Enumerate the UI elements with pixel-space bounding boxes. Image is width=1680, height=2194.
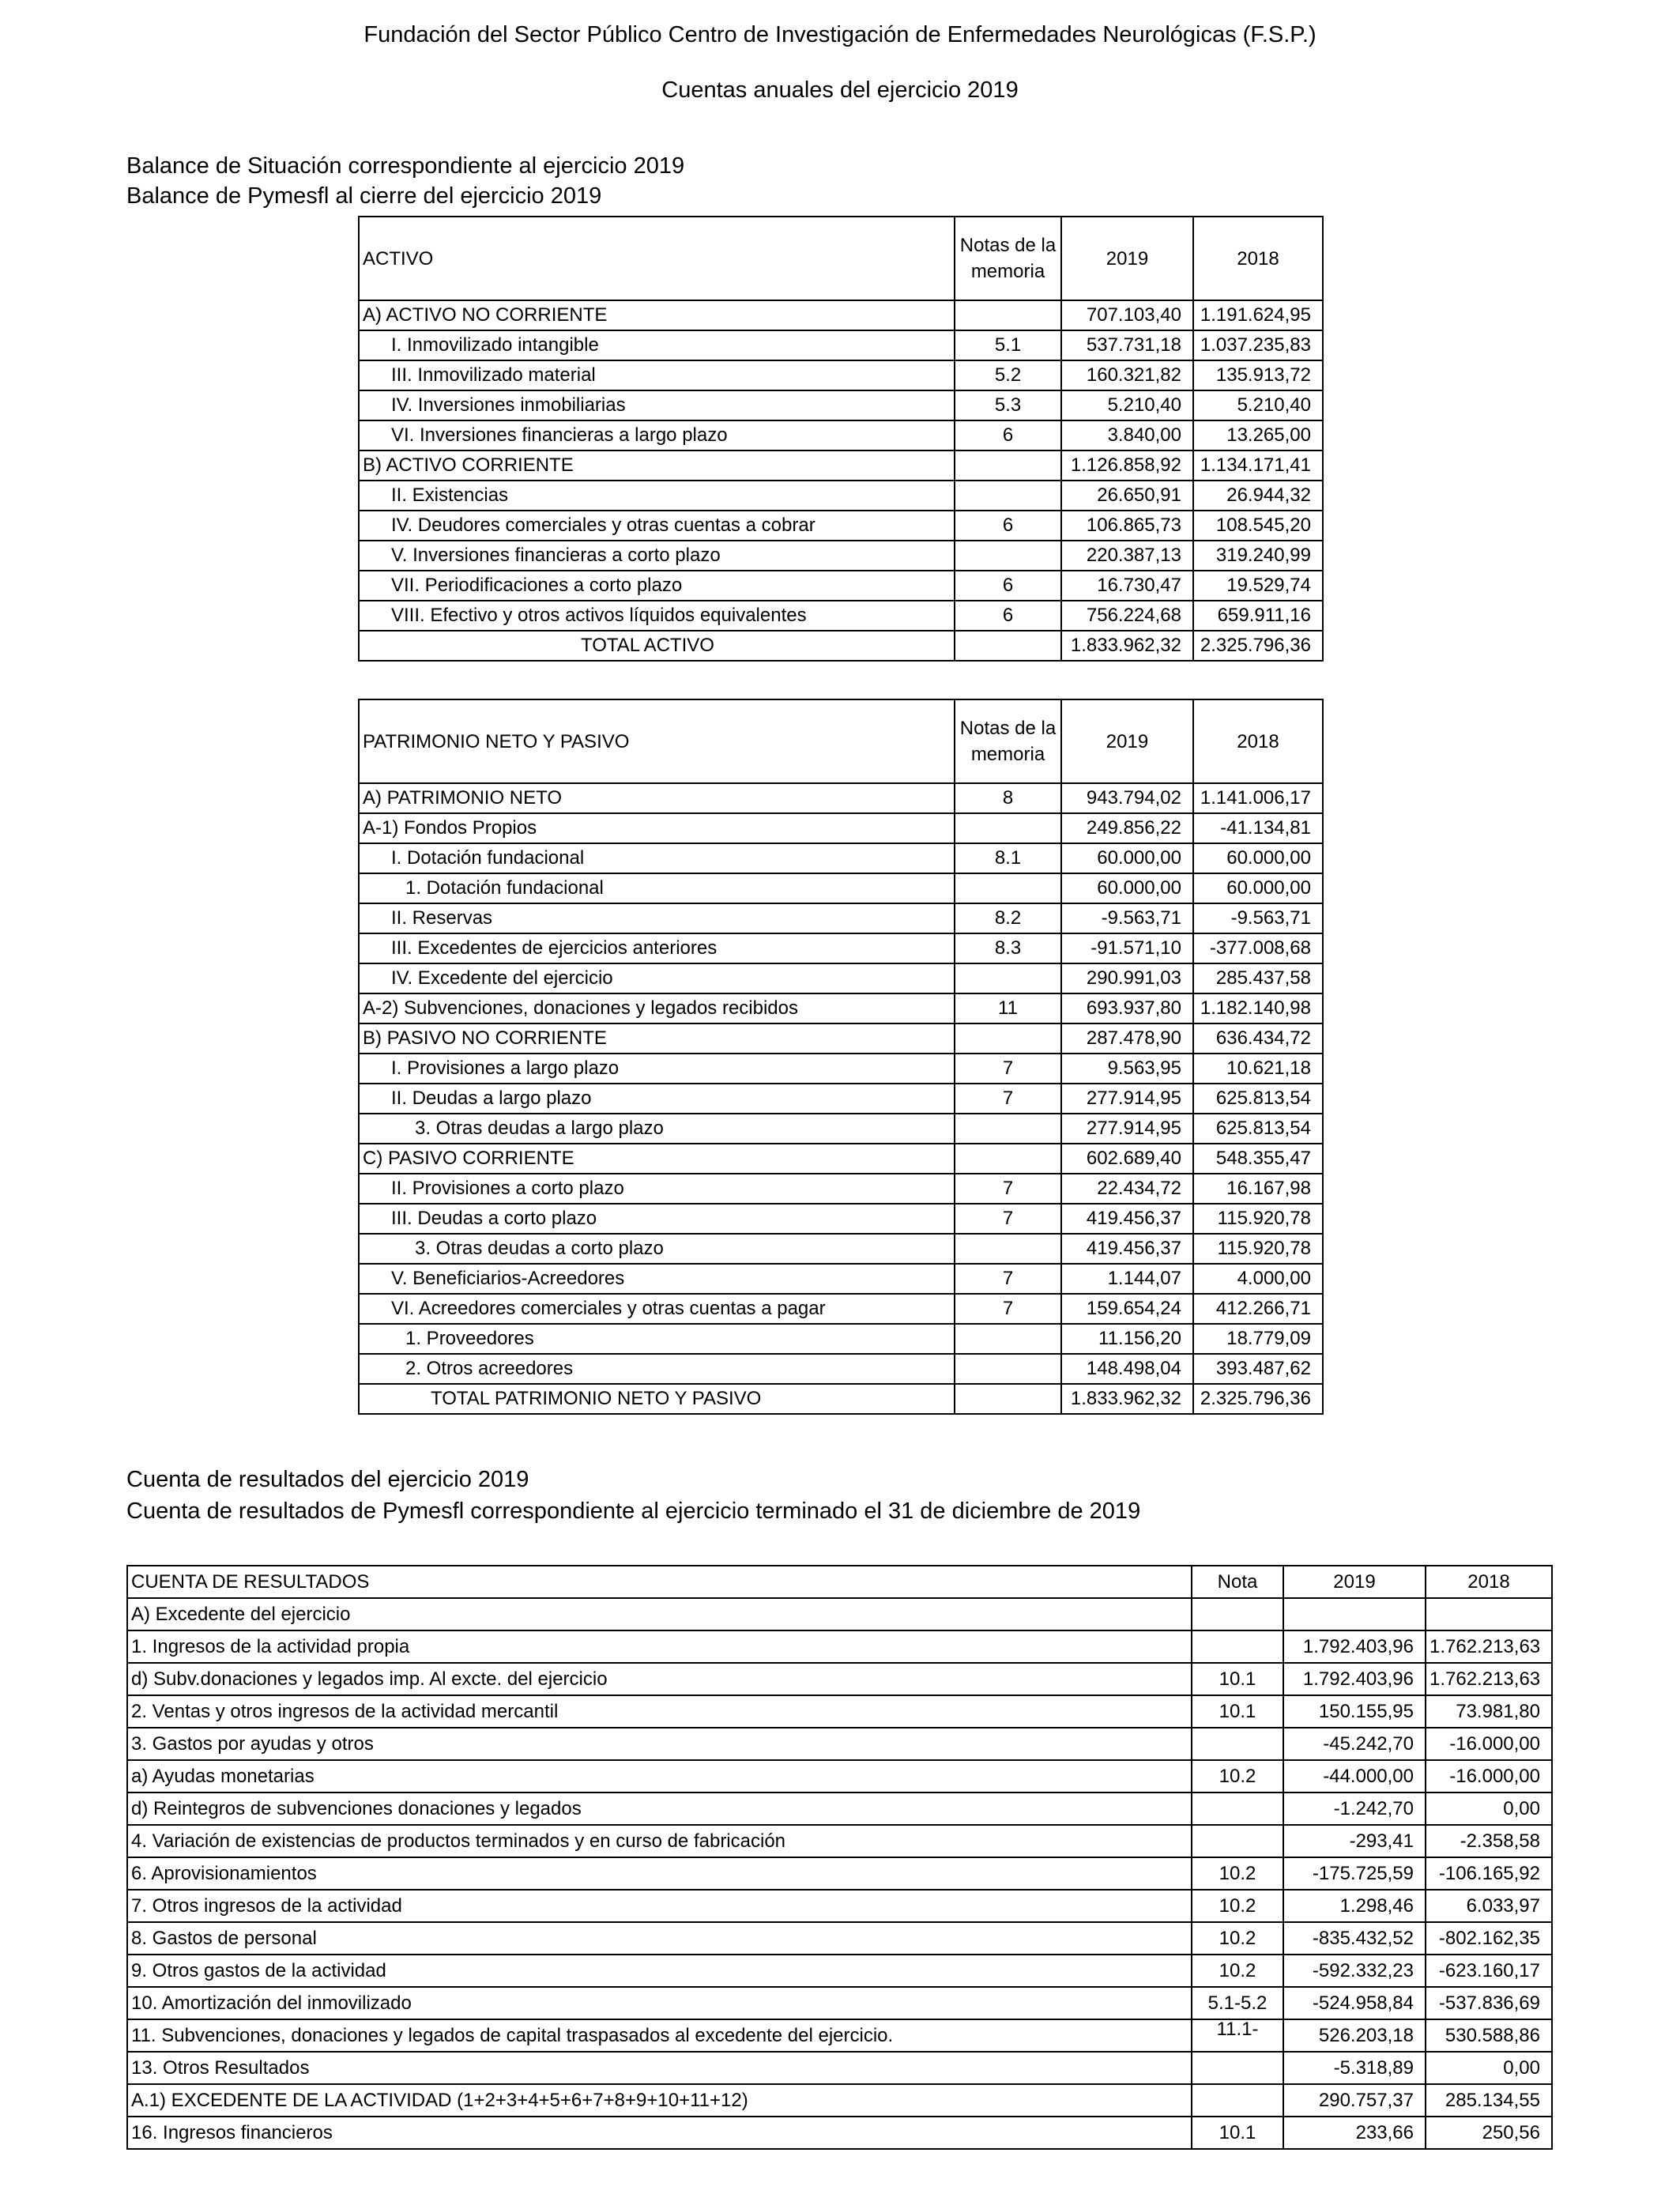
row-label: V. Beneficiarios-Acreedores — [359, 1264, 955, 1294]
row-label: A.1) EXCEDENTE DE LA ACTIVIDAD (1+2+3+4+5+6+7+8+9+10+11+12) — [127, 2084, 1192, 2117]
activo-table — [358, 216, 1324, 662]
table-row — [359, 1234, 1323, 1264]
row-value-2019: -1.242,70 — [1283, 1793, 1426, 1825]
row-value-2019: 277.914,95 — [1061, 1114, 1193, 1144]
row-note — [955, 481, 1061, 511]
row-value-2019: 148.498,04 — [1061, 1354, 1193, 1384]
row-value-2019: 537.731,18 — [1061, 330, 1193, 360]
row-note: 7 — [955, 1174, 1061, 1204]
row-value-2019: 1.126.858,92 — [1061, 450, 1193, 481]
row-label: a) Ayudas monetarias — [127, 1760, 1192, 1793]
row-value-2019: 756.224,68 — [1061, 601, 1193, 631]
row-label: A-2) Subvenciones, donaciones y legados recibidos — [359, 993, 955, 1023]
table-row — [127, 2117, 1552, 2149]
row-note — [955, 963, 1061, 993]
row-value-2018: 1.762.213,63 — [1426, 1663, 1552, 1695]
table-row — [359, 1023, 1323, 1054]
row-value-2019: 290.991,03 — [1061, 963, 1193, 993]
header-notes: Notas de la memoria — [955, 217, 1061, 300]
row-label: III. Inmovilizado material — [359, 360, 955, 390]
row-value-2018: 5.210,40 — [1193, 390, 1323, 420]
row-label: IV. Excedente del ejercicio — [359, 963, 955, 993]
table-row — [359, 330, 1323, 360]
row-label: II. Deudas a largo plazo — [359, 1084, 955, 1114]
row-value-2019: 1.833.962,32 — [1061, 1384, 1193, 1414]
row-label: TOTAL ACTIVO — [359, 631, 955, 661]
row-value-2018: 108.545,20 — [1193, 511, 1323, 541]
row-value-2019: 3.840,00 — [1061, 420, 1193, 450]
row-value-2019: 160.321,82 — [1061, 360, 1193, 390]
row-label: C) PASIVO CORRIENTE — [359, 1144, 955, 1174]
row-note: 10.1 — [1192, 1663, 1283, 1695]
row-value-2019: 11.156,20 — [1061, 1324, 1193, 1354]
row-value-2019: 707.103,40 — [1061, 300, 1193, 330]
row-value-2018: -41.134,81 — [1193, 813, 1323, 843]
row-value-2019: 106.865,73 — [1061, 511, 1193, 541]
row-note: 10.2 — [1192, 1890, 1283, 1922]
row-value-2018: 285.134,55 — [1426, 2084, 1552, 2117]
row-value-2018: -802.162,35 — [1426, 1922, 1552, 1955]
row-value-2019: 419.456,37 — [1061, 1234, 1193, 1264]
row-value-2019: 9.563,95 — [1061, 1054, 1193, 1084]
table-row — [359, 873, 1323, 903]
table-row — [127, 2019, 1552, 2052]
row-note — [955, 1234, 1061, 1264]
row-value-2019: 1.833.962,32 — [1061, 631, 1193, 661]
row-value-2018: 319.240,99 — [1193, 541, 1323, 571]
row-label: 1. Ingresos de la actividad propia — [127, 1630, 1192, 1663]
resultados-title: Cuenta de resultados del ejercicio 2019 — [126, 1467, 529, 1492]
header-row — [127, 1566, 1552, 1598]
row-value-2019: 287.478,90 — [1061, 1023, 1193, 1054]
row-value-2018: 0,00 — [1426, 2052, 1552, 2084]
table-row — [359, 300, 1323, 330]
row-value-2018: 625.813,54 — [1193, 1114, 1323, 1144]
table-row — [359, 1084, 1323, 1114]
row-note: 8.3 — [955, 933, 1061, 963]
row-value-2018: 2.325.796,36 — [1193, 1384, 1323, 1414]
header-concept: PATRIMONIO NETO Y PASIVO — [359, 699, 955, 783]
row-value-2018: -106.165,92 — [1426, 1857, 1552, 1890]
row-value-2018: 115.920,78 — [1193, 1234, 1323, 1264]
row-value-2019: 1.298,46 — [1283, 1890, 1426, 1922]
table-row — [127, 1598, 1552, 1630]
table-row — [359, 450, 1323, 481]
row-value-2019 — [1283, 1598, 1426, 1630]
row-label: 16. Ingresos financieros — [127, 2117, 1192, 2149]
table-row — [127, 1987, 1552, 2019]
table-row — [127, 1663, 1552, 1695]
row-note: 6 — [955, 420, 1061, 450]
row-value-2018: 115.920,78 — [1193, 1204, 1323, 1234]
row-label: 3. Gastos por ayudas y otros — [127, 1728, 1192, 1760]
row-note: 8.2 — [955, 903, 1061, 933]
table-row — [359, 571, 1323, 601]
row-label: IV. Deudores comerciales y otras cuentas a cobrar — [359, 511, 955, 541]
row-value-2019: -835.432,52 — [1283, 1922, 1426, 1955]
row-value-2018: -2.358,58 — [1426, 1825, 1552, 1857]
row-label: A) Excedente del ejercicio — [127, 1598, 1192, 1630]
row-note: 5.1-5.2 — [1192, 1987, 1283, 2019]
row-note: 6 — [955, 511, 1061, 541]
row-label: I. Inmovilizado intangible — [359, 330, 955, 360]
row-note: 7 — [955, 1054, 1061, 1084]
row-label: 9. Otros gastos de la actividad — [127, 1955, 1192, 1987]
header-notes: Notas de la memoria — [955, 699, 1061, 783]
row-value-2018: 1.134.171,41 — [1193, 450, 1323, 481]
row-value-2019: 26.650,91 — [1061, 481, 1193, 511]
table-row — [359, 1324, 1323, 1354]
row-note: 7 — [955, 1084, 1061, 1114]
row-value-2018: 1.191.624,95 — [1193, 300, 1323, 330]
row-label: 10. Amortización del inmovilizado — [127, 1987, 1192, 2019]
table-row — [359, 511, 1323, 541]
row-label: VIII. Efectivo y otros activos líquidos equivalentes — [359, 601, 955, 631]
row-label: II. Reservas — [359, 903, 955, 933]
row-label: A) ACTIVO NO CORRIENTE — [359, 300, 955, 330]
row-value-2019: 22.434,72 — [1061, 1174, 1193, 1204]
row-note — [955, 1144, 1061, 1174]
row-value-2018: 135.913,72 — [1193, 360, 1323, 390]
row-value-2018: 625.813,54 — [1193, 1084, 1323, 1114]
row-note: 10.1 — [1192, 1695, 1283, 1728]
row-value-2018: 412.266,71 — [1193, 1294, 1323, 1324]
table-row — [359, 1264, 1323, 1294]
row-value-2018: 530.588,86 — [1426, 2019, 1552, 2052]
row-value-2018: -377.008,68 — [1193, 933, 1323, 963]
row-value-2019: -175.725,59 — [1283, 1857, 1426, 1890]
table-row — [359, 1354, 1323, 1384]
table-row — [127, 1695, 1552, 1728]
row-label: 1. Proveedores — [359, 1324, 955, 1354]
row-value-2019: 233,66 — [1283, 2117, 1426, 2149]
row-note — [955, 873, 1061, 903]
row-label: 7. Otros ingresos de la actividad — [127, 1890, 1192, 1922]
row-label: III. Deudas a corto plazo — [359, 1204, 955, 1234]
row-note — [1192, 2084, 1283, 2117]
row-label: VI. Inversiones financieras a largo plazo — [359, 420, 955, 450]
row-note: 6 — [955, 571, 1061, 601]
row-value-2018: -16.000,00 — [1426, 1760, 1552, 1793]
row-label: B) ACTIVO CORRIENTE — [359, 450, 955, 481]
header-notes: Nota — [1192, 1566, 1283, 1598]
table-row — [359, 631, 1323, 661]
row-value-2019: -592.332,23 — [1283, 1955, 1426, 1987]
row-label: 11. Subvenciones, donaciones y legados de capital traspasados al excedente del ejercicio. — [127, 2019, 1192, 2052]
table-row — [127, 2052, 1552, 2084]
row-value-2018: 10.621,18 — [1193, 1054, 1323, 1084]
row-value-2018: -537.836,69 — [1426, 1987, 1552, 2019]
table-row — [127, 1825, 1552, 1857]
row-note — [1192, 2052, 1283, 2084]
row-value-2019: 277.914,95 — [1061, 1084, 1193, 1114]
row-value-2018: -9.563,71 — [1193, 903, 1323, 933]
row-value-2019: 1.792.403,96 — [1283, 1630, 1426, 1663]
balance-title: Balance de Situación correspondiente al ejercicio 2019 — [126, 153, 685, 179]
row-label: TOTAL PATRIMONIO NETO Y PASIVO — [359, 1384, 955, 1414]
row-note: 7 — [955, 1264, 1061, 1294]
patrimonio-pasivo-table — [358, 699, 1324, 1415]
row-label: 3. Otras deudas a largo plazo — [359, 1114, 955, 1144]
table-row — [127, 1890, 1552, 1922]
header-row — [359, 699, 1323, 783]
row-value-2019: 1.792.403,96 — [1283, 1663, 1426, 1695]
row-value-2018: 18.779,09 — [1193, 1324, 1323, 1354]
row-value-2019: 220.387,13 — [1061, 541, 1193, 571]
row-value-2018: 1.037.235,83 — [1193, 330, 1323, 360]
table-row — [127, 1630, 1552, 1663]
row-value-2019: 602.689,40 — [1061, 1144, 1193, 1174]
table-row — [359, 360, 1323, 390]
row-label: d) Subv.donaciones y legados imp. Al excte. del ejercicio — [127, 1663, 1192, 1695]
row-value-2019: 5.210,40 — [1061, 390, 1193, 420]
document-organization-title: Fundación del Sector Público Centro de Investigación de Enfermedades Neurológicas (F.S.P.) — [363, 22, 1317, 47]
row-label: V. Inversiones financieras a corto plazo — [359, 541, 955, 571]
header-year-2018: 2018 — [1426, 1566, 1552, 1598]
row-label: B) PASIVO NO CORRIENTE — [359, 1023, 955, 1054]
row-value-2019: 526.203,18 — [1283, 2019, 1426, 2052]
row-note: 7 — [955, 1204, 1061, 1234]
row-note — [1192, 1825, 1283, 1857]
row-label: 4. Variación de existencias de productos terminados y en curso de fabricación — [127, 1825, 1192, 1857]
row-label: 2. Ventas y otros ingresos de la actividad mercantil — [127, 1695, 1192, 1728]
table-row — [359, 481, 1323, 511]
table-row — [359, 783, 1323, 813]
row-label: 1. Dotación fundacional — [359, 873, 955, 903]
row-note: 11 — [955, 993, 1061, 1023]
row-label: II. Existencias — [359, 481, 955, 511]
row-value-2019: 16.730,47 — [1061, 571, 1193, 601]
cuenta-resultados-table — [126, 1565, 1553, 2150]
row-label: 13. Otros Resultados — [127, 2052, 1192, 2084]
table-row — [127, 1760, 1552, 1793]
row-note: 5.1 — [955, 330, 1061, 360]
row-value-2019: -44.000,00 — [1283, 1760, 1426, 1793]
balance-subtitle: Balance de Pymesfl al cierre del ejercicio 2019 — [126, 183, 602, 209]
row-value-2018: 73.981,80 — [1426, 1695, 1552, 1728]
header-row — [359, 217, 1323, 300]
row-note — [955, 813, 1061, 843]
row-note — [955, 300, 1061, 330]
row-value-2018: 393.487,62 — [1193, 1354, 1323, 1384]
row-note: 11.1- — [1192, 2019, 1283, 2052]
row-label: 2. Otros acreedores — [359, 1354, 955, 1384]
row-note — [1192, 1598, 1283, 1630]
row-value-2019: -45.242,70 — [1283, 1728, 1426, 1760]
table-row — [359, 390, 1323, 420]
row-label: I. Provisiones a largo plazo — [359, 1054, 955, 1084]
table-row — [359, 1384, 1323, 1414]
row-value-2018: 548.355,47 — [1193, 1144, 1323, 1174]
header-concept: CUENTA DE RESULTADOS — [127, 1566, 1192, 1598]
row-value-2018: 6.033,97 — [1426, 1890, 1552, 1922]
row-note: 10.2 — [1192, 1922, 1283, 1955]
table-row — [127, 1728, 1552, 1760]
row-value-2018: 0,00 — [1426, 1793, 1552, 1825]
row-value-2019: 159.654,24 — [1061, 1294, 1193, 1324]
row-value-2018: 285.437,58 — [1193, 963, 1323, 993]
row-value-2019: -9.563,71 — [1061, 903, 1193, 933]
row-label: III. Excedentes de ejercicios anteriores — [359, 933, 955, 963]
row-label: 8. Gastos de personal — [127, 1922, 1192, 1955]
row-note: 8.1 — [955, 843, 1061, 873]
row-value-2018: 2.325.796,36 — [1193, 631, 1323, 661]
row-label: A-1) Fondos Propios — [359, 813, 955, 843]
row-note — [955, 450, 1061, 481]
table-row — [359, 993, 1323, 1023]
table-row — [359, 601, 1323, 631]
table-row — [359, 1144, 1323, 1174]
row-label: 6. Aprovisionamientos — [127, 1857, 1192, 1890]
row-value-2018 — [1426, 1598, 1552, 1630]
row-value-2019: 60.000,00 — [1061, 873, 1193, 903]
row-value-2019: 419.456,37 — [1061, 1204, 1193, 1234]
header-year-2019: 2019 — [1061, 217, 1193, 300]
row-note: 5.3 — [955, 390, 1061, 420]
row-value-2019: 150.155,95 — [1283, 1695, 1426, 1728]
row-note — [955, 1354, 1061, 1384]
row-value-2018: 4.000,00 — [1193, 1264, 1323, 1294]
row-value-2018: -623.160,17 — [1426, 1955, 1552, 1987]
row-label: VI. Acreedores comerciales y otras cuentas a pagar — [359, 1294, 955, 1324]
row-note — [955, 541, 1061, 571]
table-row — [359, 933, 1323, 963]
row-note — [955, 1384, 1061, 1414]
row-value-2018: 19.529,74 — [1193, 571, 1323, 601]
table-row — [359, 1174, 1323, 1204]
row-value-2019: 1.144,07 — [1061, 1264, 1193, 1294]
table-row — [359, 843, 1323, 873]
table-row — [359, 1294, 1323, 1324]
table-row — [359, 541, 1323, 571]
row-label: II. Provisiones a corto plazo — [359, 1174, 955, 1204]
row-value-2019: -524.958,84 — [1283, 1987, 1426, 2019]
row-note — [955, 1324, 1061, 1354]
table-row — [127, 1857, 1552, 1890]
row-value-2018: 1.182.140,98 — [1193, 993, 1323, 1023]
row-value-2018: 26.944,32 — [1193, 481, 1323, 511]
row-note: 10.2 — [1192, 1857, 1283, 1890]
table-row — [359, 1204, 1323, 1234]
row-value-2019: -91.571,10 — [1061, 933, 1193, 963]
row-value-2019: 290.757,37 — [1283, 2084, 1426, 2117]
table-row — [359, 813, 1323, 843]
row-note — [955, 631, 1061, 661]
row-value-2018: 13.265,00 — [1193, 420, 1323, 450]
row-value-2019: 693.937,80 — [1061, 993, 1193, 1023]
header-year-2019: 2019 — [1283, 1566, 1426, 1598]
row-value-2018: 1.141.006,17 — [1193, 783, 1323, 813]
row-value-2018: 60.000,00 — [1193, 873, 1323, 903]
table-row — [359, 903, 1323, 933]
row-value-2018: 60.000,00 — [1193, 843, 1323, 873]
row-value-2019: 60.000,00 — [1061, 843, 1193, 873]
row-note — [955, 1114, 1061, 1144]
table-row — [359, 420, 1323, 450]
resultados-subtitle: Cuenta de resultados de Pymesfl correspondiente al ejercicio terminado el 31 de diciembre de 2019 — [126, 1498, 1141, 1524]
row-value-2018: 1.762.213,63 — [1426, 1630, 1552, 1663]
table-row — [359, 1054, 1323, 1084]
table-row — [127, 1922, 1552, 1955]
table-row — [359, 963, 1323, 993]
row-value-2018: 659.911,16 — [1193, 601, 1323, 631]
row-label: VII. Periodificaciones a corto plazo — [359, 571, 955, 601]
row-value-2018: -16.000,00 — [1426, 1728, 1552, 1760]
row-note: 5.2 — [955, 360, 1061, 390]
row-note — [1192, 1793, 1283, 1825]
table-row — [127, 1793, 1552, 1825]
table-row — [127, 2084, 1552, 2117]
document-subtitle: Cuentas anuales del ejercicio 2019 — [661, 77, 1019, 103]
row-value-2018: 636.434,72 — [1193, 1023, 1323, 1054]
row-label: d) Reintegros de subvenciones donaciones y legados — [127, 1793, 1192, 1825]
row-label: A) PATRIMONIO NETO — [359, 783, 955, 813]
table-row — [359, 1114, 1323, 1144]
row-note: 10.2 — [1192, 1955, 1283, 1987]
row-value-2019: 249.856,22 — [1061, 813, 1193, 843]
row-note: 8 — [955, 783, 1061, 813]
row-label: 3. Otras deudas a corto plazo — [359, 1234, 955, 1264]
row-label: IV. Inversiones inmobiliarias — [359, 390, 955, 420]
row-label: I. Dotación fundacional — [359, 843, 955, 873]
row-note: 7 — [955, 1294, 1061, 1324]
row-note: 10.2 — [1192, 1760, 1283, 1793]
row-value-2019: -5.318,89 — [1283, 2052, 1426, 2084]
row-value-2019: 943.794,02 — [1061, 783, 1193, 813]
row-note — [1192, 1728, 1283, 1760]
row-value-2018: 250,56 — [1426, 2117, 1552, 2149]
table-row — [127, 1955, 1552, 1987]
row-value-2018: 16.167,98 — [1193, 1174, 1323, 1204]
row-note — [1192, 1630, 1283, 1663]
header-year-2018: 2018 — [1193, 699, 1323, 783]
row-note: 6 — [955, 601, 1061, 631]
header-year-2019: 2019 — [1061, 699, 1193, 783]
header-year-2018: 2018 — [1193, 217, 1323, 300]
row-value-2019: -293,41 — [1283, 1825, 1426, 1857]
row-note: 10.1 — [1192, 2117, 1283, 2149]
header-concept: ACTIVO — [359, 217, 955, 300]
row-note — [955, 1023, 1061, 1054]
